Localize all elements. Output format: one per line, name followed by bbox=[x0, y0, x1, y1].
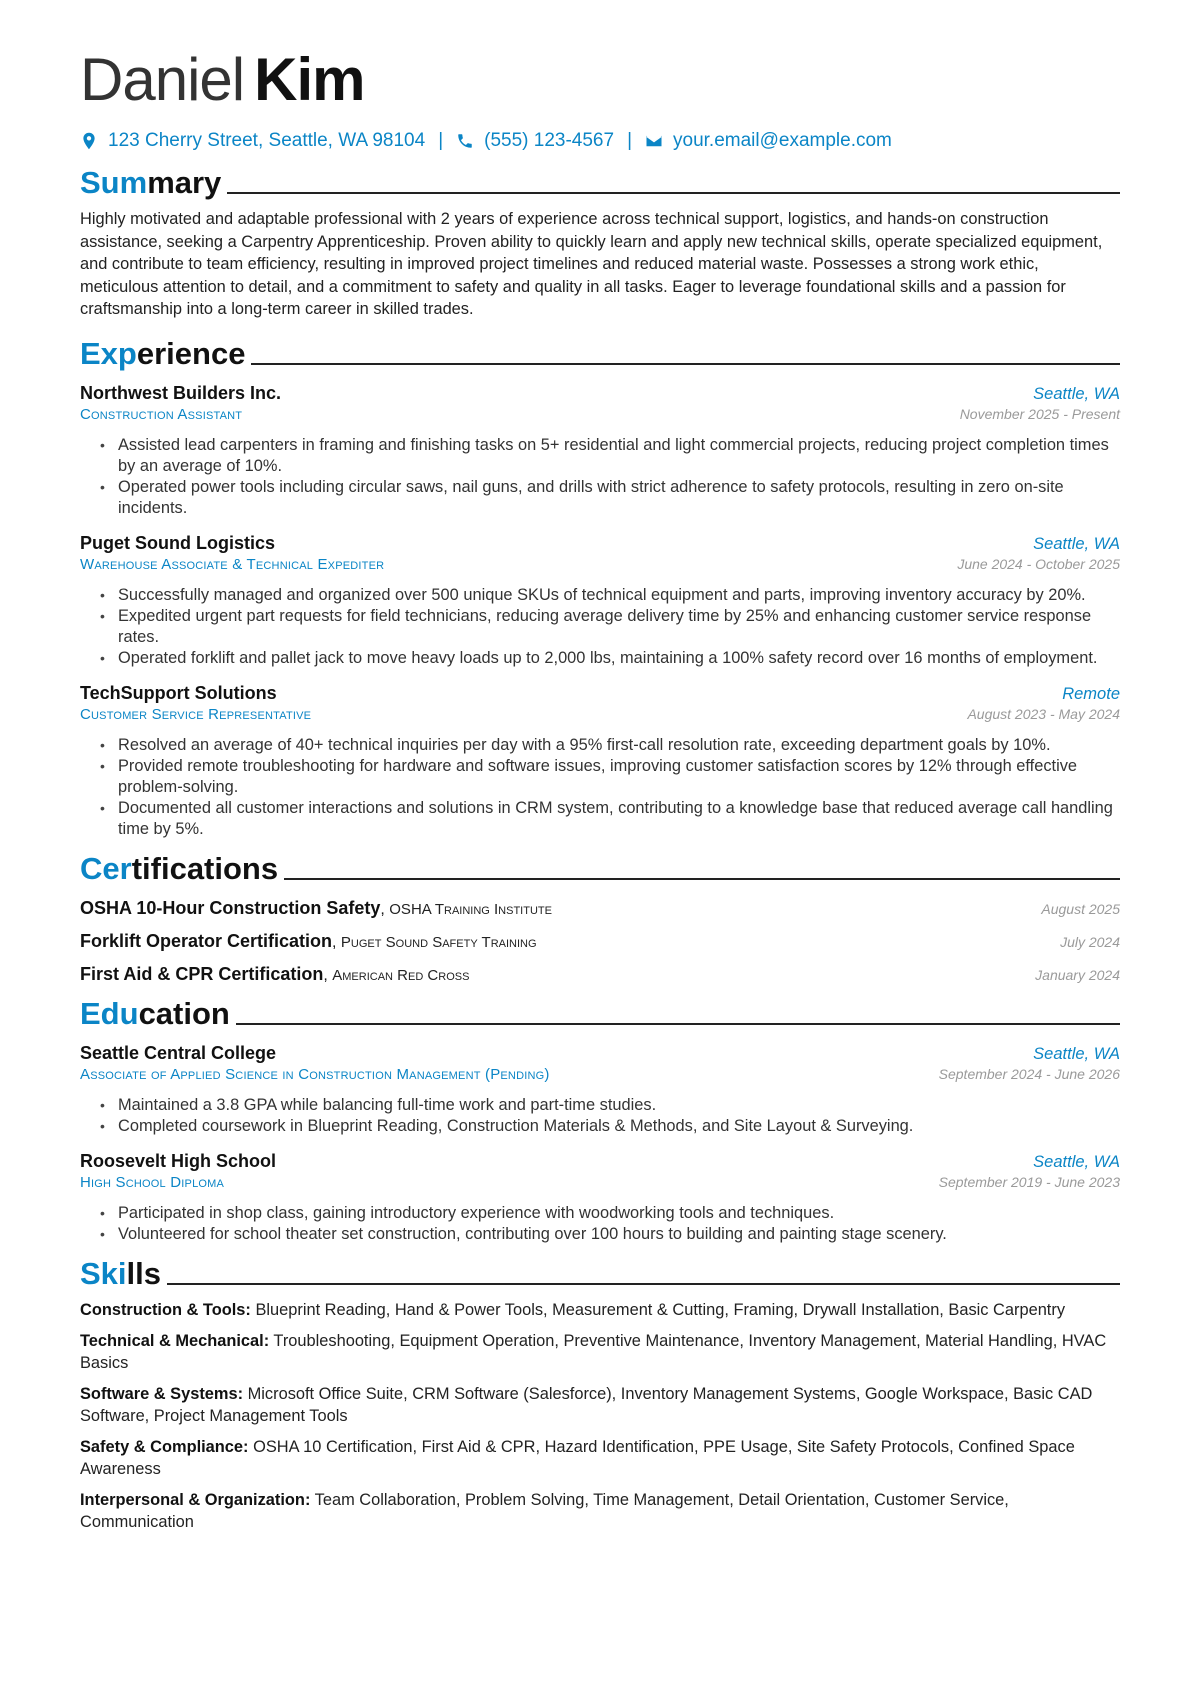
contact-separator: | bbox=[627, 130, 633, 151]
skill-items: Microsoft Office Suite, CRM Software (Salesforce), Inventory Management Systems, Google Workspace, Basic CAD Software, Project Management Tools bbox=[80, 1384, 1093, 1425]
certification-name: First Aid & CPR Certification bbox=[80, 963, 324, 984]
map-marker-icon bbox=[80, 132, 98, 150]
employer: Puget Sound Logistics bbox=[80, 532, 276, 553]
school: Roosevelt High School bbox=[80, 1150, 277, 1171]
job-title: Construction Assistant bbox=[80, 405, 243, 423]
degree: High School Diploma bbox=[80, 1173, 225, 1191]
dates: September 2019 - June 2023 bbox=[938, 1173, 1120, 1190]
school: Seattle Central College bbox=[80, 1042, 277, 1063]
certification-entry: Forklift Operator Certification, Puget Sound Safety Training July 2024 bbox=[80, 930, 1120, 951]
first-name: Daniel bbox=[80, 46, 245, 113]
section-title: Experience bbox=[80, 335, 246, 371]
bullet-item: • Resolved an average of 40+ technical inquiries per day with a 95% first-call resolution rate, exceeding department goals by 10%. bbox=[100, 735, 1120, 756]
certification-name: Forklift Operator Certification bbox=[80, 930, 333, 951]
certification-issuer: American Red Cross bbox=[332, 966, 470, 984]
education-heading bbox=[80, 995, 1120, 1033]
skill-category: Technical & Mechanical: bbox=[80, 1331, 270, 1350]
experience-heading bbox=[80, 335, 1120, 373]
location: Seattle, WA bbox=[1033, 1044, 1120, 1063]
certification-issuer: OSHA Training Institute bbox=[389, 900, 552, 918]
section-title: Education bbox=[80, 995, 230, 1031]
bullet-item: • Provided remote troubleshooting for hardware and software issues, improving customer satisfaction scores by 12% through effective problem-solving. bbox=[100, 756, 1120, 798]
bullet-item: • Documented all customer interactions and solutions in CRM system, contributing to a knowledge base that reduced average call handling time by 5%. bbox=[100, 798, 1120, 840]
email-link[interactable]: your.email@example.com bbox=[673, 130, 892, 151]
bullet-item: • Maintained a 3.8 GPA while balancing full-time work and part-time studies. bbox=[100, 1095, 1120, 1116]
section-title: Certifications bbox=[80, 850, 279, 886]
skill-items: Troubleshooting, Equipment Operation, Preventive Maintenance, Inventory Management, Material Handling, HVAC Basics bbox=[80, 1331, 1107, 1372]
certification-list bbox=[80, 898, 1120, 985]
skills-heading bbox=[80, 1255, 1120, 1293]
education-list bbox=[80, 1043, 1120, 1245]
skill-group bbox=[80, 1436, 1120, 1480]
phone-icon bbox=[456, 132, 474, 150]
certification-entry: OSHA 10-Hour Construction Safety, OSHA Training Institute August 2025 bbox=[80, 897, 1120, 918]
experience-entry bbox=[80, 533, 1120, 669]
contact-address bbox=[80, 130, 425, 152]
bullet-list bbox=[80, 1203, 1120, 1245]
job-title: Customer Service Representative bbox=[80, 705, 312, 723]
dates: September 2024 - June 2026 bbox=[938, 1065, 1120, 1082]
education-entry bbox=[80, 1043, 1120, 1137]
skill-category: Interpersonal & Organization: bbox=[80, 1490, 311, 1509]
skill-group bbox=[80, 1330, 1120, 1374]
bullet-item: • Expedited urgent part requests for field technicians, reducing average delivery time by 25% and enhancing customer service response rates. bbox=[100, 606, 1120, 648]
skills-list bbox=[80, 1299, 1120, 1533]
contact-email[interactable] bbox=[645, 130, 892, 152]
contact-phone bbox=[456, 130, 614, 152]
location: Seattle, WA bbox=[1033, 534, 1120, 553]
bullet-item: • Operated forklift and pallet jack to move heavy loads up to 2,000 lbs, maintaining a 100% safety record over 16 months of employment. bbox=[100, 648, 1120, 669]
location: Remote bbox=[1062, 684, 1120, 703]
section-rule bbox=[236, 1023, 1120, 1025]
contact-bar bbox=[80, 130, 1120, 152]
location: Seattle, WA bbox=[1033, 1152, 1120, 1171]
bullet-item: • Participated in shop class, gaining introductory experience with woodworking tools and techniques. bbox=[100, 1203, 1120, 1224]
bullet-list bbox=[80, 1095, 1120, 1137]
certification-date: January 2024 bbox=[1035, 966, 1120, 983]
bullet-list bbox=[80, 735, 1120, 840]
section-rule bbox=[167, 1283, 1120, 1285]
employer: Northwest Builders Inc. bbox=[80, 382, 282, 403]
envelope-icon bbox=[645, 132, 663, 150]
section-rule bbox=[251, 363, 1120, 365]
contact-separator: | bbox=[438, 130, 444, 151]
skill-items: Blueprint Reading, Hand & Power Tools, Measurement & Cutting, Framing, Drywall Installation, Basic Carpentry bbox=[255, 1300, 1066, 1319]
dates: June 2024 - October 2025 bbox=[957, 555, 1120, 572]
summary-heading bbox=[80, 164, 1120, 202]
bullet-item: • Successfully managed and organized over 500 unique SKUs of technical equipment and parts, improving inventory accuracy by 20%. bbox=[100, 585, 1120, 606]
skill-category: Safety & Compliance: bbox=[80, 1437, 249, 1456]
bullet-list bbox=[80, 585, 1120, 669]
section-title: Summary bbox=[80, 165, 222, 200]
experience-list bbox=[80, 383, 1120, 840]
address-text: 123 Cherry Street, Seattle, WA 98104 bbox=[108, 130, 426, 151]
skill-category: Software & Systems: bbox=[80, 1384, 244, 1403]
bullet-item: • Operated power tools including circular saws, nail guns, and drills with strict adherence to safety protocols, resulting in zero on-site incidents. bbox=[100, 477, 1120, 519]
bullet-item: • Completed coursework in Blueprint Reading, Construction Materials & Methods, and Site Layout & Surveying. bbox=[100, 1116, 1120, 1137]
skill-group bbox=[80, 1383, 1120, 1427]
phone-text: (555) 123-4567 bbox=[484, 130, 615, 151]
bullet-item: • Volunteered for school theater set construction, contributing over 100 hours to building and painting stage scenery. bbox=[100, 1224, 1120, 1245]
skill-items: Team Collaboration, Problem Solving, Time Management, Detail Orientation, Customer Service, Communication bbox=[80, 1490, 1009, 1531]
candidate-name bbox=[80, 44, 1120, 116]
experience-entry bbox=[80, 683, 1120, 840]
location: Seattle, WA bbox=[1033, 384, 1120, 403]
education-entry bbox=[80, 1151, 1120, 1245]
section-rule bbox=[227, 192, 1120, 194]
dates: November 2025 - Present bbox=[959, 405, 1120, 422]
bullet-list bbox=[80, 435, 1120, 519]
last-name: Kim bbox=[254, 46, 365, 113]
job-title: Warehouse Associate & Technical Expediter bbox=[80, 555, 385, 573]
certification-date: August 2025 bbox=[1041, 900, 1120, 917]
skill-group bbox=[80, 1299, 1120, 1321]
section-title: Skills bbox=[80, 1255, 161, 1291]
bullet-item: • Assisted lead carpenters in framing and finishing tasks on 5+ residential and light commercial projects, reducing project completion times by an average of 10%. bbox=[100, 435, 1120, 477]
summary-text: Highly motivated and adaptable professional with 2 years of experience across technical support, logistics, and hands-on construction assistance, seeking a Carpentry Apprenticeship. Proven ability to quickly learn and apply new technical skills, operate specialized equipment, and contribute to team efficiency, resulting in improved project timelines and reduced material waste. Possesses a strong work ethic, meticulous attention to detail, and a commitment to safety and quality in all tasks. Eager to leverage foundational skills and a passion for craftsmanship into a long-term career in skilled trades. bbox=[80, 210, 1103, 319]
certification-name: OSHA 10-Hour Construction Safety bbox=[80, 897, 381, 918]
experience-entry bbox=[80, 383, 1120, 519]
skill-group bbox=[80, 1489, 1120, 1533]
certification-issuer: Puget Sound Safety Training bbox=[340, 933, 537, 951]
employer: TechSupport Solutions bbox=[80, 682, 277, 703]
certification-entry: First Aid & CPR Certification, American Red Cross January 2024 bbox=[80, 963, 1120, 984]
skill-category: Construction & Tools: bbox=[80, 1300, 251, 1319]
section-rule bbox=[284, 878, 1120, 880]
dates: August 2023 - May 2024 bbox=[967, 705, 1120, 722]
skill-items: OSHA 10 Certification, First Aid & CPR, Hazard Identification, PPE Usage, Site Safety Protocols, Confined Space Awareness bbox=[80, 1437, 1075, 1478]
certification-date: July 2024 bbox=[1060, 933, 1120, 950]
certifications-heading bbox=[80, 850, 1120, 888]
degree: Associate of Applied Science in Construction Management (Pending) bbox=[80, 1065, 550, 1083]
